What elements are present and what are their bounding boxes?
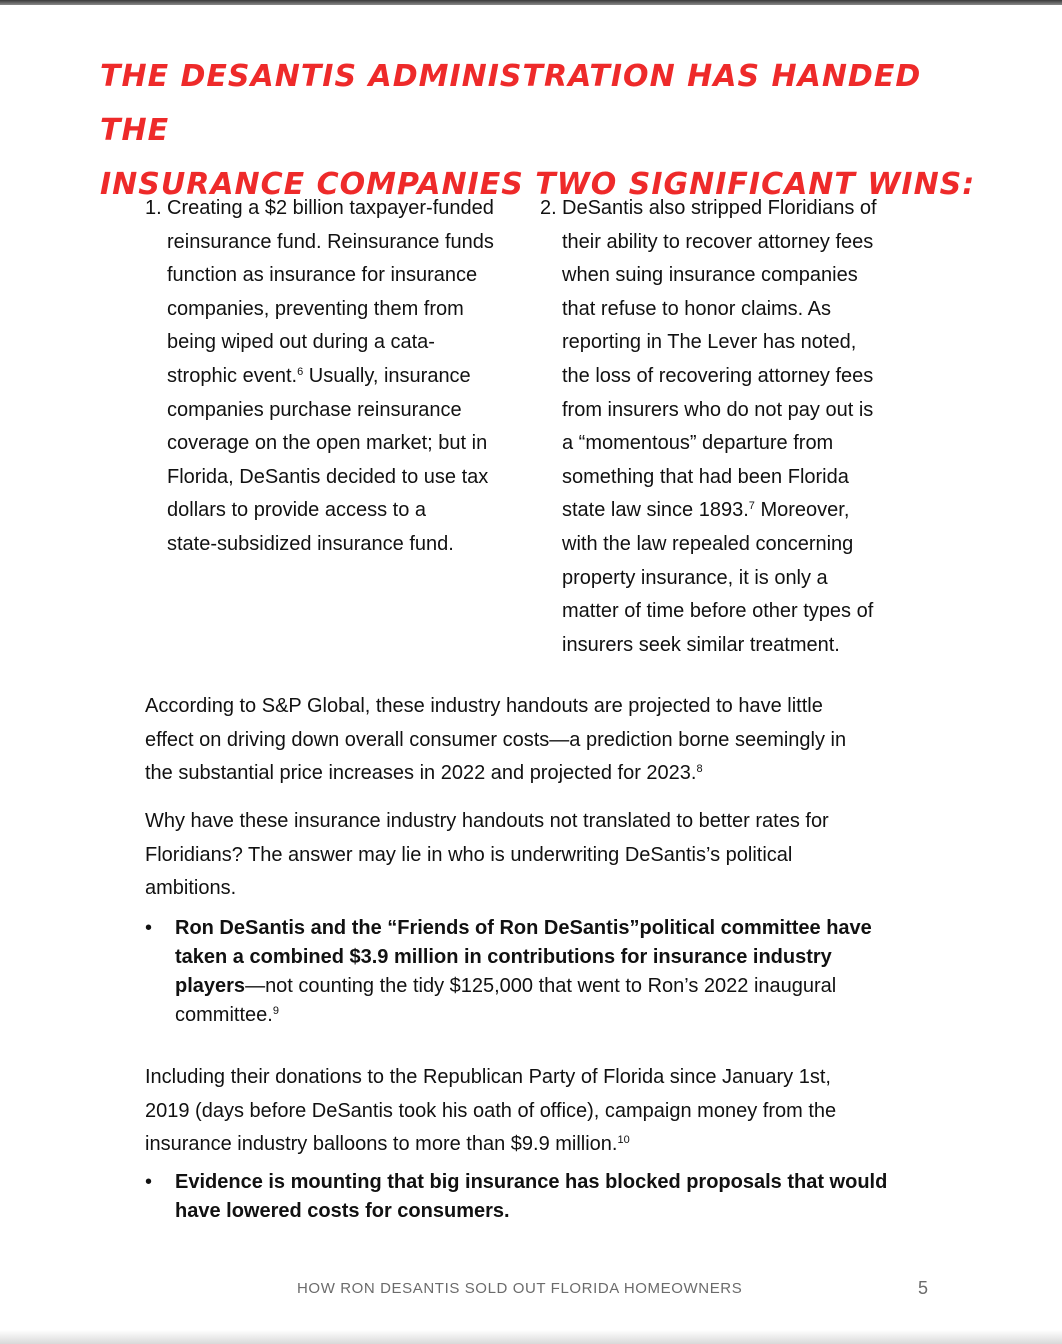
text-line: property insurance, it is only a [562, 566, 828, 589]
text-line: Florida, DeSantis decided to use tax [167, 465, 489, 488]
text-fragment: Moreover, [754, 499, 850, 522]
text-line: coverage on the open market; but in [167, 432, 488, 455]
text-line: reinsurance fund. Reinsurance funds [167, 230, 494, 253]
text-line: that refuse to honor claims. As [562, 297, 832, 320]
bullet-symbol: • [145, 1171, 153, 1193]
bold-text: players [175, 975, 246, 997]
text-line: dollars to provide access to a [167, 499, 427, 522]
top-edge-bar [0, 0, 1062, 5]
text-line [175, 972, 925, 1001]
text-line: matter of time before other types of [562, 600, 874, 623]
list-item-1 [145, 192, 525, 562]
bold-text: Evidence is mounting that big insurance has blocked proposals that would [175, 1171, 888, 1193]
text-line [145, 757, 925, 791]
bullet-contributions [145, 914, 925, 1030]
bullet-evidence [145, 1168, 925, 1226]
page-headline [100, 50, 1000, 212]
text-line: effect on driving down overall consumer costs—a prediction borne seemingly in [145, 728, 847, 751]
text-line: from insurers who do not pay out is [562, 398, 874, 421]
text-line: Creating a $2 billion taxpayer-funded [167, 197, 494, 219]
text-line: state-subsidized insurance fund. [167, 532, 454, 555]
text-line: being wiped out during a cata- [167, 331, 435, 354]
text-fragment: state law since 1893. [562, 499, 749, 522]
footer-title: HOW RON DESANTIS SOLD OUT FLORIDA HOMEOWNERS [297, 1280, 743, 1297]
text-line [175, 1197, 925, 1226]
paragraph-republican-party [145, 1061, 925, 1162]
text-line: when suing insurance companies [562, 264, 858, 287]
text-line: function as insurance for insurance [167, 264, 478, 287]
bold-text: taken a combined $3.9 million in contributions for insurance industry [175, 946, 832, 968]
text-line [175, 1001, 925, 1030]
text-line: insurers seek similar treatment. [562, 633, 840, 656]
text-line: companies, preventing them from [167, 297, 464, 320]
text-line [167, 360, 525, 394]
paragraph-why-handouts [145, 805, 925, 906]
text-line [175, 1168, 925, 1197]
bullet-text [145, 914, 925, 1030]
text-line: Including their donations to the Republican Party of Florida since January 1st, [145, 1066, 831, 1088]
text-line: 2019 (days before DeSantis took his oath of office), campaign money from the [145, 1099, 837, 1122]
headline-line-1: THE DESANTIS ADMINISTRATION HAS HANDED THE [100, 59, 922, 148]
list-item-text [145, 192, 525, 562]
text-line [562, 494, 920, 528]
text-line: ambitions. [145, 877, 237, 900]
text-line: their ability to recover attorney fees [562, 230, 874, 253]
bold-text: Ron DeSantis and the “Friends of Ron DeSantis”political committee have [175, 917, 872, 939]
text-line: something that had been Florida [562, 465, 849, 488]
list-number: 1. [145, 197, 162, 219]
text-line [145, 1128, 925, 1162]
footnote-ref: 9 [272, 1005, 279, 1017]
text-line: a “momentous” departure from [562, 432, 834, 455]
text-line: According to S&P Global, these industry handouts are projected to have little [145, 695, 823, 717]
text-line: Why have these insurance industry handouts not translated to better rates for [145, 810, 829, 832]
text-line: companies purchase reinsurance [167, 398, 462, 421]
text-fragment: the substantial price increases in 2022 and projected for 2023. [145, 762, 697, 785]
text-line: DeSantis also stripped Floridians of [562, 197, 877, 219]
headline-line-2: INSURANCE COMPANIES TWO SIGNIFICANT WINS: [100, 167, 976, 202]
text-line [175, 943, 925, 972]
list-item-2 [540, 192, 920, 662]
footnote-ref: 8 [696, 763, 703, 776]
bold-text: have lowered costs for consumers. [175, 1200, 510, 1222]
list-item-text [540, 192, 920, 662]
text-fragment: —not counting the tidy $125,000 that went to Ron’s 2022 inaugural [245, 975, 837, 997]
footnote-ref: 7 [748, 500, 755, 513]
bullet-symbol: • [145, 917, 153, 939]
text-fragment: insurance industry balloons to more than $9.9 million. [145, 1133, 618, 1156]
footnote-ref: 10 [617, 1134, 630, 1147]
bullet-text [145, 1168, 925, 1226]
page-number: 5 [918, 1278, 929, 1298]
text-line: with the law repealed concerning [562, 532, 854, 555]
text-line [175, 914, 925, 943]
text-line: the loss of recovering attorney fees [562, 364, 874, 387]
text-fragment: committee. [175, 1004, 273, 1026]
text-line: Floridians? The answer may lie in who is underwriting DeSantis’s political [145, 843, 793, 866]
footnote-ref: 6 [297, 365, 304, 378]
list-number: 2. [540, 197, 557, 219]
paragraph-sp-global [145, 690, 925, 791]
text-fragment: Usually, insurance [303, 364, 471, 387]
text-fragment: strophic event. [167, 364, 298, 387]
bottom-edge-shade [0, 1330, 1062, 1344]
text-line: reporting in The Lever has noted, [562, 331, 857, 354]
